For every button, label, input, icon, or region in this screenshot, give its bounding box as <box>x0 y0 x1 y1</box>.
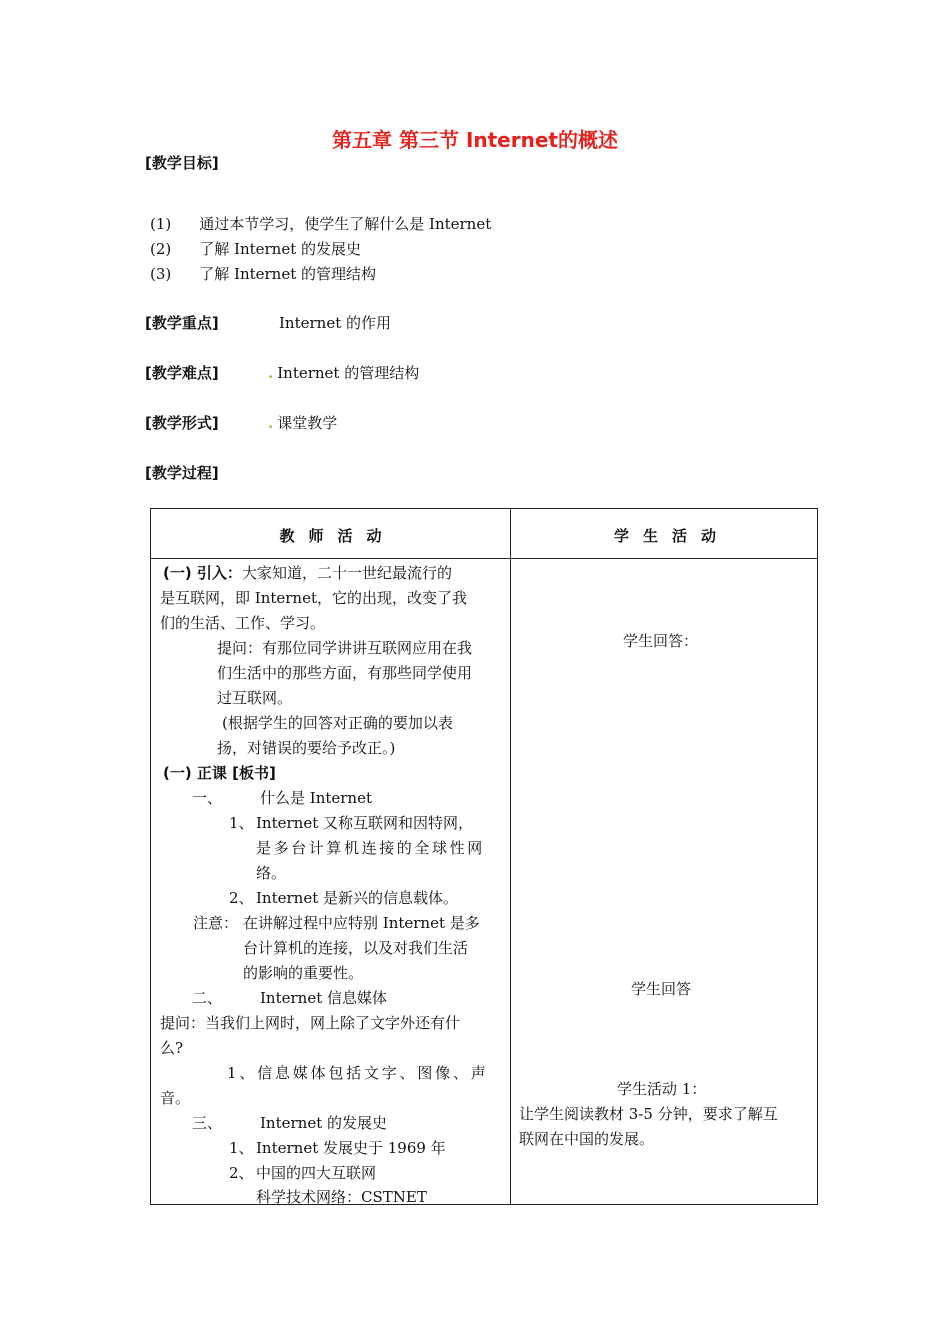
objective-item-3 <box>150 263 376 284</box>
bullet-dot-icon: . <box>268 414 274 432</box>
student-activity-title: 学生活动 1： <box>617 1080 707 1098</box>
objectives-heading: [教学目标] <box>145 154 219 172</box>
form-heading: [教学形式] <box>145 414 219 432</box>
difficulty-text: Internet 的管理结构 <box>277 364 420 382</box>
section-1-item-1-num: 1、 <box>229 814 254 832</box>
difficulty-line <box>268 362 419 383</box>
key-point-heading: [教学重点] <box>145 314 219 332</box>
question-1-line-2: 们生活中的那些方面，有那些同学使用 <box>217 664 473 682</box>
objective-text-2: 了解 Internet 的发展史 <box>199 240 362 258</box>
question-1-line-1: 提问：有那位同学讲讲互联网应用在我 <box>217 639 473 657</box>
note-1-line-2: 扬，对错误的要给予改正。) <box>217 739 396 757</box>
section-1-title: 什么是 Internet <box>260 789 372 807</box>
intro-line-1 <box>163 562 452 583</box>
section-2-title: Internet 信息媒体 <box>260 989 387 1007</box>
student-activity-line-2: 联网在中国的发展。 <box>519 1130 655 1148</box>
section-3-item-2-num: 2、 <box>229 1164 254 1182</box>
section-3-item-2-sub: 科学技术网络：CSTNET <box>256 1188 427 1206</box>
objective-item-2 <box>150 238 361 259</box>
form-text: 课堂教学 <box>277 414 338 432</box>
student-answer-2: 学生回答 <box>631 980 692 998</box>
bullet-dot-icon: . <box>268 364 274 382</box>
note-1-line-1: (根据学生的回答对正确的要加以表 <box>222 714 453 732</box>
question-2-line-2: 么? <box>160 1039 184 1057</box>
objective-text-1: 通过本节学习，使学生了解什么是 Internet <box>199 215 492 233</box>
column-divider <box>510 509 511 1204</box>
section-1-item-1-line-3: 络。 <box>256 864 287 882</box>
intro-line-2: 是互联网，即 Internet，它的出现，改变了我 <box>160 589 467 607</box>
objective-item-1 <box>150 213 491 234</box>
section-3-num: 三、 <box>192 1114 223 1132</box>
section-2-item-1-line-2: 音。 <box>160 1089 191 1107</box>
attention-line-2: 台计算机的连接，以及对我们生活 <box>243 939 469 957</box>
attention-line-1: 在讲解过程中应特别 Internet 是多 <box>243 914 480 932</box>
student-column-header: 学生活动 <box>613 527 730 545</box>
objective-num-2: (2) <box>150 240 172 258</box>
lesson-table <box>150 508 818 1205</box>
difficulty-heading: [教学难点] <box>145 364 219 382</box>
section-1-item-2-num: 2、 <box>229 889 254 907</box>
page-title: 第五章 第三节 Internet的概述 <box>332 128 618 152</box>
section-1-num: 一、 <box>192 789 223 807</box>
teacher-column-header: 教师活动 <box>279 527 396 545</box>
intro-label: (一) 引入： <box>163 564 242 582</box>
key-point-text: Internet 的作用 <box>279 314 391 332</box>
attention-label: 注意： <box>193 914 239 932</box>
section-3-item-2-text: 中国的四大互联网 <box>256 1164 377 1182</box>
section-2-item-1-line-1: 1、信息媒体包括文字、图像、声 <box>227 1064 489 1082</box>
objective-num-3: (3) <box>150 265 172 283</box>
form-line <box>268 412 337 433</box>
intro-line-3: 们的生活、工作、学习。 <box>160 614 326 632</box>
section-3-item-1-text: Internet 发展史于 1969 年 <box>256 1139 446 1157</box>
question-1-line-3: 过互联网。 <box>217 689 293 707</box>
objective-num-1: (1) <box>150 215 172 233</box>
section-2-num: 二、 <box>192 989 223 1007</box>
student-activity-line-1: 让学生阅读教材 3-5 分钟，要求了解互 <box>519 1105 778 1123</box>
attention-line-3: 的影响的重要性。 <box>243 964 364 982</box>
process-heading: [教学过程] <box>145 464 219 482</box>
section-3-item-1-num: 1、 <box>229 1139 254 1157</box>
section-1-item-2-text: Internet 是新兴的信息载体。 <box>256 889 458 907</box>
section-3-title: Internet 的发展史 <box>260 1114 387 1132</box>
section-1-item-1-line-2: 是多台计算机连接的全球性网 <box>256 839 485 857</box>
objective-text-3: 了解 Internet 的管理结构 <box>199 265 377 283</box>
question-2-line-1: 提问：当我们上网时，网上除了文字外还有什 <box>160 1014 461 1032</box>
header-divider <box>151 558 817 559</box>
section-1-item-1-line-1: Internet 又称互联网和因特网， <box>256 814 473 832</box>
intro-text-1: 大家知道，二十一世纪最流行的 <box>241 564 452 582</box>
main-lesson-label: (一) 正课 [板书] <box>163 764 276 782</box>
student-answer-1: 学生回答： <box>623 632 699 650</box>
